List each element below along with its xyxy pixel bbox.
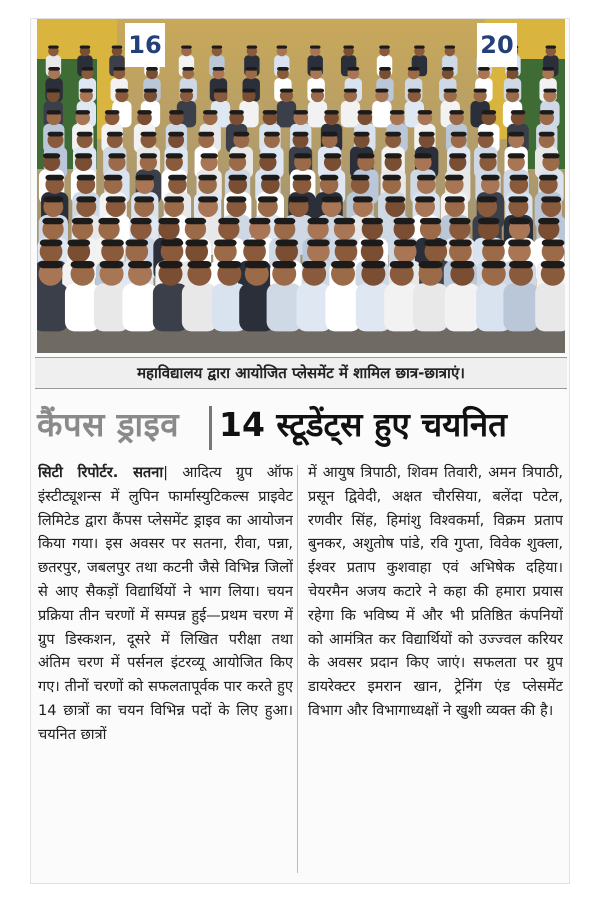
crowd-person-hair — [264, 132, 280, 137]
crowd-person-hair — [249, 218, 270, 224]
crowd-person-hair — [390, 110, 405, 114]
crowd-person-hair — [213, 67, 225, 71]
crowd-person-hair — [419, 261, 443, 268]
crowd-person-hair — [394, 239, 417, 246]
crowd-person-hair — [385, 196, 405, 202]
crowd-person-body — [277, 101, 296, 127]
crowd-person-hair — [112, 46, 123, 49]
crowd-person-hair — [144, 89, 157, 93]
crowd-person-hair — [275, 239, 298, 246]
crowd-person-hair — [508, 153, 525, 158]
crowd-person-hair — [43, 153, 60, 158]
crowd-person-hair — [331, 261, 355, 268]
crowd-person-hair — [541, 196, 561, 202]
crowd-person-hair — [100, 261, 124, 268]
crowd-person-hair — [185, 218, 206, 224]
headline — [37, 394, 565, 456]
crowd-person-hair — [361, 239, 384, 246]
crowd-person-hair — [509, 261, 533, 268]
crowd-person-hair — [354, 132, 370, 137]
crowd-person-hair — [507, 67, 519, 71]
article-body-2: में आयुष त्रिपाठी, शिवम तिवारी, अमन त्रिपाठी, प्रसून द्विवेदी, अक्षत चौरसिया, बलेंदा पटेल, रणवीर सिंह, हिमांशु विश्वकर्मा, विक्रम प्रताप बुनकर, अशुतोष पांडे, रवि गुप्ता, विवेक शुक्ला, ईश्वर प्रताप कुशवाहा एवं अभिषेक दहिया। चेयरमैन अजय कटारे ने कहा की हमारा प्रयास रहेगा कि भविष्य में और भी प्रतिष्ठित कंपनियों को आमंत्रित कर विद्यार्थियों को उज्ज्वल करियर के अवसर प्रदान किए जाएं। सफलता पर ग्रुप डायरेक्टर इमरान खान, ट्रेनिंग एंड प्लेसमेंट विभाग और विभागाध्यक्षों ने खुशी व्यक्त की है। — [308, 464, 563, 719]
crowd-person-hair — [445, 196, 465, 202]
crowd-person-hair — [77, 175, 96, 181]
crowd-person-hair — [67, 239, 90, 246]
crowd-person-hair — [482, 239, 505, 246]
article-body-1: आदित्य ग्रुप ऑफ इंस्टीट्यूशन्स में लुपिन फार्मास्युटिकल्स प्राइवेट लिमिटेड द्वारा कैंपस प्लेसमेंट ड्राइव का आयोजन किया गया। इस अवसर पर सतना, रीवा, पन्ना, छतरपुर, जबलपुर तथा कटनी जैसे विभिन्न जिलों से आए सैकड़ों विद्यार्थियों ने भाग लिया। चयन प्रक्रिया तीन चरणों में सम्पन्न हुई—प्रथम चरण में ग्रुप डिस्कशन, दूसरे में लिखित परीक्षा तथा अंतिम चरण में पर्सनल इंटरव्यू आयोजित किए गए। तीनों चरणों को सफलतापूर्वक पार करते हुए 14 छात्रों का चयन विभिन्न पदों के लिए हुआ। चयनित छात्रों — [38, 464, 293, 743]
crowd-person-hair — [98, 218, 119, 224]
crowd-person-hair — [442, 67, 454, 71]
crowd-person-hair — [390, 261, 414, 268]
crowd-person-hair — [168, 175, 187, 181]
crowd-person-hair — [115, 89, 128, 93]
crowd-person-hair — [212, 46, 223, 49]
crowd-person-hair — [135, 175, 154, 181]
article-column-2 — [308, 461, 563, 875]
crowd-person-body — [413, 283, 448, 331]
crowd-person-hair — [420, 218, 441, 224]
crowd-person-hair — [307, 239, 330, 246]
headline-divider — [209, 406, 212, 450]
crowd-person-hair — [508, 239, 531, 246]
crowd-person-hair — [540, 110, 555, 114]
crowd-person-hair — [449, 110, 464, 114]
crowd-person-hair — [180, 89, 193, 93]
crowd-person-hair — [42, 218, 63, 224]
crowd-person-hair — [203, 110, 218, 114]
crowd-person-hair — [361, 261, 385, 268]
crowd-person-hair — [379, 46, 390, 49]
crowd-person-hair — [449, 218, 470, 224]
crowd-person-hair — [48, 132, 64, 137]
crowd-person-hair — [293, 110, 308, 114]
crowd-person-hair — [324, 110, 339, 114]
crowd-person-hair — [164, 196, 184, 202]
crowd-person-hair — [263, 110, 278, 114]
crowd-person-hair — [277, 46, 288, 49]
crowd-person-hair — [218, 218, 239, 224]
crowd-person-hair — [322, 196, 342, 202]
group-photo — [37, 19, 565, 353]
crowd-person-hair — [539, 175, 558, 181]
crowd-person-hair — [418, 110, 433, 114]
crowd-person-hair — [294, 153, 311, 158]
crowd-person-body — [308, 101, 327, 127]
crowd-person-hair — [382, 175, 401, 181]
headline-kicker: कैंपस ड्राइव — [37, 405, 180, 444]
crowd-person-hair — [76, 196, 96, 202]
crowd-person-hair — [182, 67, 194, 71]
crowd-person-hair — [481, 175, 500, 181]
crowd-person-hair — [277, 67, 289, 71]
crowd-person-hair — [478, 67, 490, 71]
crowd-person-hair — [450, 261, 474, 268]
newspaper-clipping — [30, 18, 570, 884]
crowd-person-hair — [247, 46, 258, 49]
crowd-person-hair — [449, 153, 466, 158]
pillar-sign-right: 20 — [477, 23, 517, 67]
crowd-person-hair — [385, 132, 401, 137]
headline-title: 14 स्टूडेंट्स हुए चयनित — [219, 405, 507, 444]
crowd-person-hair — [310, 67, 322, 71]
crowd-person-hair — [358, 110, 373, 114]
crowd-person-hair — [45, 175, 64, 181]
crowd-person-hair — [479, 153, 496, 158]
crowd-person-hair — [214, 239, 237, 246]
crowd-person-hair — [508, 196, 528, 202]
crowd-person-body — [122, 283, 157, 331]
crowd-person-hair — [417, 175, 436, 181]
crowd-person-hair — [261, 175, 280, 181]
crowd-person-hair — [47, 110, 62, 114]
crowd-person-hair — [509, 218, 530, 224]
crowd-person-hair — [185, 239, 208, 246]
crowd-person-hair — [48, 46, 59, 49]
crowd-person-hair — [322, 132, 338, 137]
crowd-person-hair — [335, 239, 358, 246]
column-divider — [297, 465, 298, 873]
crowd-person-hair — [106, 196, 126, 202]
crowd-person-hair — [280, 89, 293, 93]
crowd-person-hair — [351, 175, 370, 181]
crowd-person-hair — [48, 67, 60, 71]
crowd-person-hair — [445, 46, 456, 49]
crowd-person-hair — [258, 196, 278, 202]
crowd-person-hair — [146, 67, 158, 71]
crowd-person-hair — [101, 239, 124, 246]
crowd-person-hair — [80, 89, 93, 93]
crowd-person-hair — [141, 132, 157, 137]
crowd-person-hair — [445, 175, 464, 181]
crowd-person-hair — [539, 132, 555, 137]
group-photo-image — [37, 19, 565, 353]
crowd-person-hair — [198, 175, 217, 181]
crowd-person-body — [341, 101, 360, 127]
crowd-person-hair — [419, 132, 435, 137]
crowd-person-hair — [347, 67, 359, 71]
dateline-separator: | — [163, 464, 183, 481]
crowd-person-hair — [75, 153, 92, 158]
crowd-person-body — [37, 283, 68, 331]
crowd-person-hair — [187, 261, 211, 268]
crowd-person-hair — [272, 261, 296, 268]
crowd-person-hair — [344, 89, 357, 93]
crowd-person-hair — [105, 110, 120, 114]
article-dateline: सिटी रिपोर्टर. सतना — [38, 464, 164, 481]
crowd-person-hair — [39, 261, 63, 268]
crowd-person-hair — [47, 89, 60, 93]
crowd-person-hair — [245, 67, 257, 71]
crowd-person-hair — [478, 218, 499, 224]
article-column-1 — [38, 461, 293, 875]
crowd-person-hair — [104, 175, 123, 181]
crowd-person-body — [182, 283, 217, 331]
crowd-person-hair — [229, 153, 246, 158]
crowd-person-hair — [80, 46, 91, 49]
pillar-sign-left: 16 — [125, 23, 165, 67]
crowd-person-hair — [259, 153, 276, 158]
crowd-person-hair — [128, 261, 152, 268]
crowd-person-hair — [510, 175, 529, 181]
crowd-person-hair — [542, 67, 554, 71]
crowd-person-hair — [289, 196, 309, 202]
crowd-person-hair — [113, 67, 125, 71]
crowd-person-hair — [307, 218, 328, 224]
crowd-person-hair — [130, 218, 151, 224]
crowd-person-hair — [506, 89, 519, 93]
crowd-person-hair — [542, 153, 559, 158]
crowd-person-hair — [541, 261, 565, 268]
crowd-person-hair — [311, 89, 324, 93]
crowd-person-hair — [302, 261, 326, 268]
crowd-person-hair — [274, 218, 295, 224]
crowd-person-hair — [158, 218, 179, 224]
crowd-person-hair — [408, 89, 421, 93]
crowd-person-hair — [137, 110, 152, 114]
crowd-person-hair — [538, 218, 559, 224]
crowd-person-hair — [107, 132, 123, 137]
crowd-person-hair — [482, 110, 497, 114]
crowd-person-hair — [169, 110, 184, 114]
crowd-person-body — [503, 283, 538, 331]
crowd-person-hair — [161, 239, 184, 246]
crowd-person-hair — [159, 261, 183, 268]
crowd-person-hair — [375, 89, 388, 93]
crowd-person-hair — [451, 132, 467, 137]
crowd-person-hair — [408, 67, 420, 71]
crowd-person-hair — [226, 196, 246, 202]
crowd-person-body — [372, 101, 391, 127]
crowd-person-hair — [233, 132, 249, 137]
crowd-person-hair — [166, 153, 183, 158]
crowd-person-hair — [385, 153, 402, 158]
crowd-person-hair — [334, 218, 355, 224]
crowd-person-hair — [134, 196, 154, 202]
crowd-person-hair — [508, 132, 524, 137]
crowd-person-hair — [201, 153, 218, 158]
crowd-person-hair — [478, 132, 494, 137]
crowd-person-hair — [444, 89, 457, 93]
crowd-person-hair — [77, 132, 93, 137]
crowd-person-hair — [243, 239, 266, 246]
crowd-person-hair — [353, 196, 373, 202]
crowd-person-body — [325, 283, 360, 331]
crowd-person-hair — [357, 153, 374, 158]
crowd-person-hair — [168, 132, 184, 137]
crowd-person-hair — [229, 110, 244, 114]
crowd-person-hair — [511, 110, 526, 114]
crowd-person-hair — [72, 218, 93, 224]
crowd-person-hair — [394, 218, 415, 224]
crowd-person-hair — [379, 67, 391, 71]
crowd-person-hair — [245, 261, 269, 268]
crowd-person-hair — [40, 239, 63, 246]
crowd-person-body — [535, 283, 565, 331]
crowd-person-hair — [217, 261, 241, 268]
crowd-person-hair — [324, 153, 341, 158]
crowd-person-hair — [214, 89, 227, 93]
crowd-person-hair — [343, 46, 354, 49]
crowd-person-hair — [424, 239, 447, 246]
crowd-person-hair — [181, 46, 192, 49]
crowd-person-hair — [242, 89, 255, 93]
crowd-person-hair — [543, 89, 556, 93]
crowd-person-hair — [482, 261, 506, 268]
crowd-person-hair — [474, 89, 487, 93]
crowd-person-hair — [415, 196, 435, 202]
crowd-person-hair — [125, 239, 148, 246]
crowd-person-hair — [310, 46, 321, 49]
crowd-person-hair — [198, 196, 218, 202]
crowd-person-hair — [75, 110, 90, 114]
crowd-person-hair — [449, 239, 472, 246]
crowd-person-hair — [108, 153, 125, 158]
crowd-person-hair — [414, 153, 431, 158]
crowd-person-hair — [362, 218, 383, 224]
crowd-person-hair — [81, 67, 93, 71]
crowd-person-hair — [43, 196, 63, 202]
crowd-person-hair — [293, 175, 312, 181]
photo-caption: महाविद्यालय द्वारा आयोजित प्लेसमेंट में शामिल छात्र-छात्राएं। — [35, 357, 567, 389]
crowd-person-hair — [414, 46, 425, 49]
crowd-person-hair — [140, 153, 157, 158]
crowd-person-hair — [546, 46, 557, 49]
crowd-person-hair — [198, 132, 214, 137]
crowd-person-hair — [320, 175, 339, 181]
crowd-person-hair — [542, 239, 565, 246]
crowd-person-body — [445, 283, 480, 331]
crowd-person-hair — [228, 175, 247, 181]
crowd-person-hair — [293, 132, 309, 137]
crowd-person-hair — [477, 196, 497, 202]
crowd-person-hair — [71, 261, 95, 268]
